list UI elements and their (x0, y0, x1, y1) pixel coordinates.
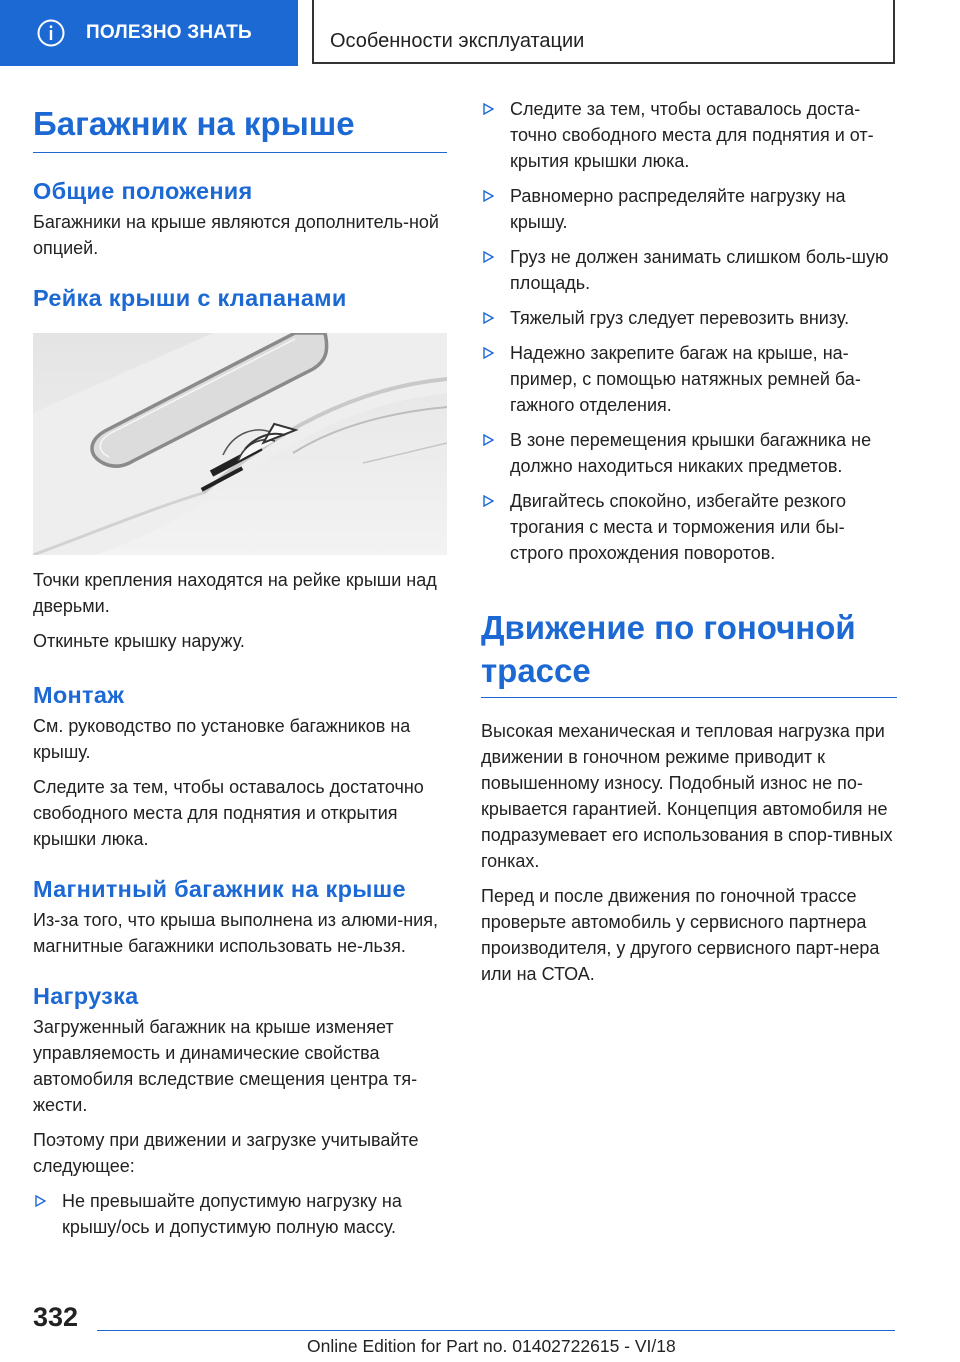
heading-load: Нагрузка (33, 983, 139, 1009)
section-title-race-line1: Движение по гоночной (481, 609, 856, 646)
paragraph-mount-2: Следите за тем, чтобы оставалось достаточно свободного места для поднятия и открытия крышки люка. (33, 777, 424, 849)
list-item (481, 183, 897, 235)
paragraph-load-1: Загруженный багажник на крыше изменяет управляемость и динамические свойства автомобиля вследствие смещения центра тя-жести. (33, 1017, 418, 1115)
section-tab (0, 0, 298, 66)
heading-magnet: Магнитный багажник на крыше (33, 876, 406, 902)
page-number: 332 (33, 1302, 79, 1332)
bullet-triangle-icon (483, 312, 494, 324)
title-rule (33, 152, 447, 153)
edition-note: Online Edition for Part no. 01402722615 - VI/18 (307, 1336, 676, 1356)
list-item-text: Надежно закрепите багаж на крыше, на-пример, с помощью натяжных ремней ба-гажного отделения. (510, 343, 861, 415)
section-title-race-line2: трассе (481, 652, 591, 689)
heading-rail: Рейка крыши с клапанами (33, 285, 347, 311)
bullet-triangle-icon (483, 103, 494, 115)
list-item (481, 488, 897, 566)
right-column (481, 96, 897, 987)
paragraph-race-1: Высокая механическая и тепловая нагрузка при движении в гоночном режиме приводит к повышенному износу. Подобный износ не по-крывается гарантией. Концепция автомобиля не подразумевает его использования в спор-тивных гонках. (481, 721, 893, 871)
paragraph-rail-1: Точки крепления находятся на рейке крыши над дверьми. (33, 570, 437, 616)
bullet-triangle-icon (483, 434, 494, 446)
bullet-triangle-icon (483, 347, 494, 359)
list-item (481, 244, 897, 296)
paragraph-mount-1: См. руководство по установке багажников на крышу. (33, 716, 411, 762)
footer-rule (97, 1330, 895, 1331)
bullet-triangle-icon (483, 251, 494, 263)
heading-general: Общие положения (33, 178, 253, 204)
list-item-text: Следите за тем, чтобы оставалось доста-точно свободного места для поднятия и от-крытия крышки люка. (510, 99, 874, 171)
list-item (481, 340, 897, 418)
list-item-text: Двигайтесь спокойно, избегайте резкого трогания с места и торможения или бы-строго прохождения поворотов. (510, 491, 846, 563)
list-item (33, 1188, 447, 1240)
list-item (481, 305, 897, 331)
paragraph-magnet: Из-за того, что крыша выполнена из алюми-ния, магнитные багажники использовать не-льзя. (33, 910, 438, 956)
bullet-triangle-icon (483, 190, 494, 202)
section-rule (481, 697, 897, 698)
section-title-race (481, 606, 897, 692)
bullet-list (481, 96, 897, 566)
chapter-title: Особенности эксплуатации (330, 30, 585, 52)
heading-mount: Монтаж (33, 682, 125, 708)
list-item-text: Груз не должен занимать слишком боль-шую площадь. (510, 247, 889, 293)
list-item-text: Не превышайте допустимую нагрузку на крышу/ось и допустимую полную массу. (62, 1191, 402, 1237)
list-item-text: Равномерно распределяйте нагрузку на крышу. (510, 186, 846, 232)
list-item-text: Тяжелый груз следует перевозить внизу. (510, 308, 850, 328)
list-item (481, 96, 897, 174)
left-column (33, 104, 447, 1240)
page-title: Багажник на крыше (33, 105, 355, 142)
paragraph-general: Багажники на крыше являются дополнитель-ной опцией. (33, 212, 439, 258)
bullet-triangle-icon (483, 495, 494, 507)
section-label: ПОЛЕЗНО ЗНАТЬ (86, 22, 252, 43)
list-item-text: В зоне перемещения крышки багажника не должно находиться никаких предметов. (510, 430, 872, 476)
paragraph-race-2: Перед и после движения по гоночной трассе проверьте автомобиль у сервисного партнера производителя, у другого сервисного парт-нера или на СТОА. (481, 886, 880, 984)
roof-rail-illustration (33, 333, 447, 555)
chapter-header (312, 0, 895, 64)
info-icon (36, 18, 66, 48)
paragraph-rail-2: Откиньте крышку наружу. (33, 631, 245, 651)
paragraph-load-2: Поэтому при движении и загрузке учитывайте следующее: (33, 1130, 419, 1176)
list-item (481, 427, 897, 479)
roof-rail-drawing (33, 333, 447, 555)
bullet-triangle-icon (35, 1195, 46, 1207)
